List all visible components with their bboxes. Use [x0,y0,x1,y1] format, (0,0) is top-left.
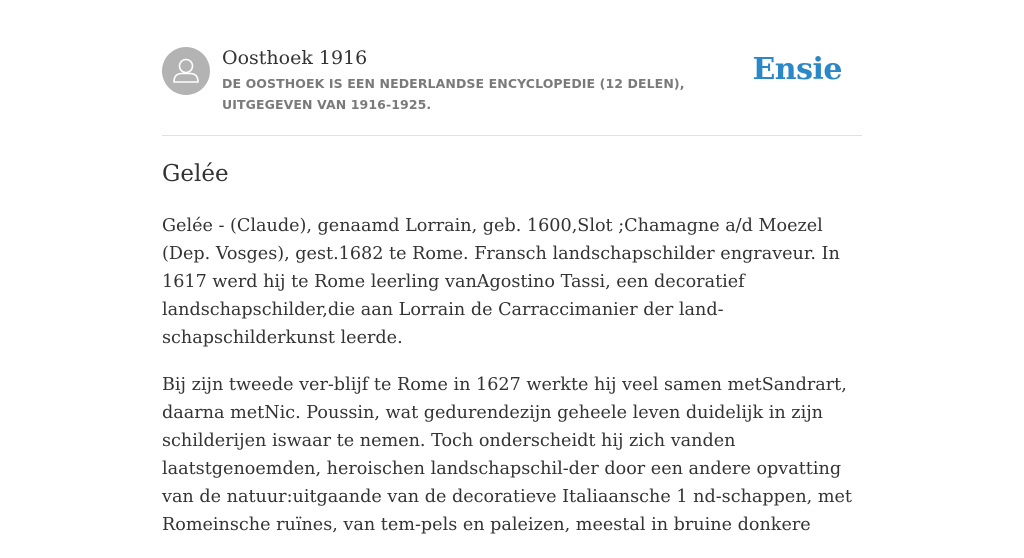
article-title: Gelée [162,161,229,187]
article-paragraph: Bij zijn tweede ver-blijf te Rome in 1627 werkte hij veel samen metSandrart, daarna metNic. Poussin, wat gedurendezijn geheele leven duidelijk in zijn schilderijen iswaar te nemen. Toch onderscheidt hij zich vanden laatstgenoemden, heroischen landschapschil-der door een andere opvatting van de natuur:uitgaande van de decoratieve Italiaansche 1 nd-schappen, met Romeinsche ruïnes, van tem-pels en paleizen, meestal in bruine donkere [162,375,853,535]
brand-logo[interactable]: Ensie [752,52,842,87]
header-divider [162,135,862,136]
source-header [162,46,862,116]
article-paragraph: Gelée - (Claude), genaamd Lorrain, geb. 1600,Slot ;Chamagne a/d Moezel (Dep. Vosges), gest.1682 te Rome. Fransch landschapschilder engraveur. In 1617 werd hij te Rome leerling vanAgostino Tassi, een decoratief landschapschilder,die aan Lorrain de Carraccimanier der land-schapschilderkunst leerde. [162,216,840,348]
source-title[interactable]: Oosthoek 1916 [222,47,368,69]
source-description: DE OOSTHOEK IS EEN NEDERLANDSE ENCYCLOPEDIE (12 DELEN), UITGEGEVEN VAN 1916-1925. [222,76,685,112]
user-avatar-icon[interactable] [162,47,210,95]
article-body [162,212,862,558]
